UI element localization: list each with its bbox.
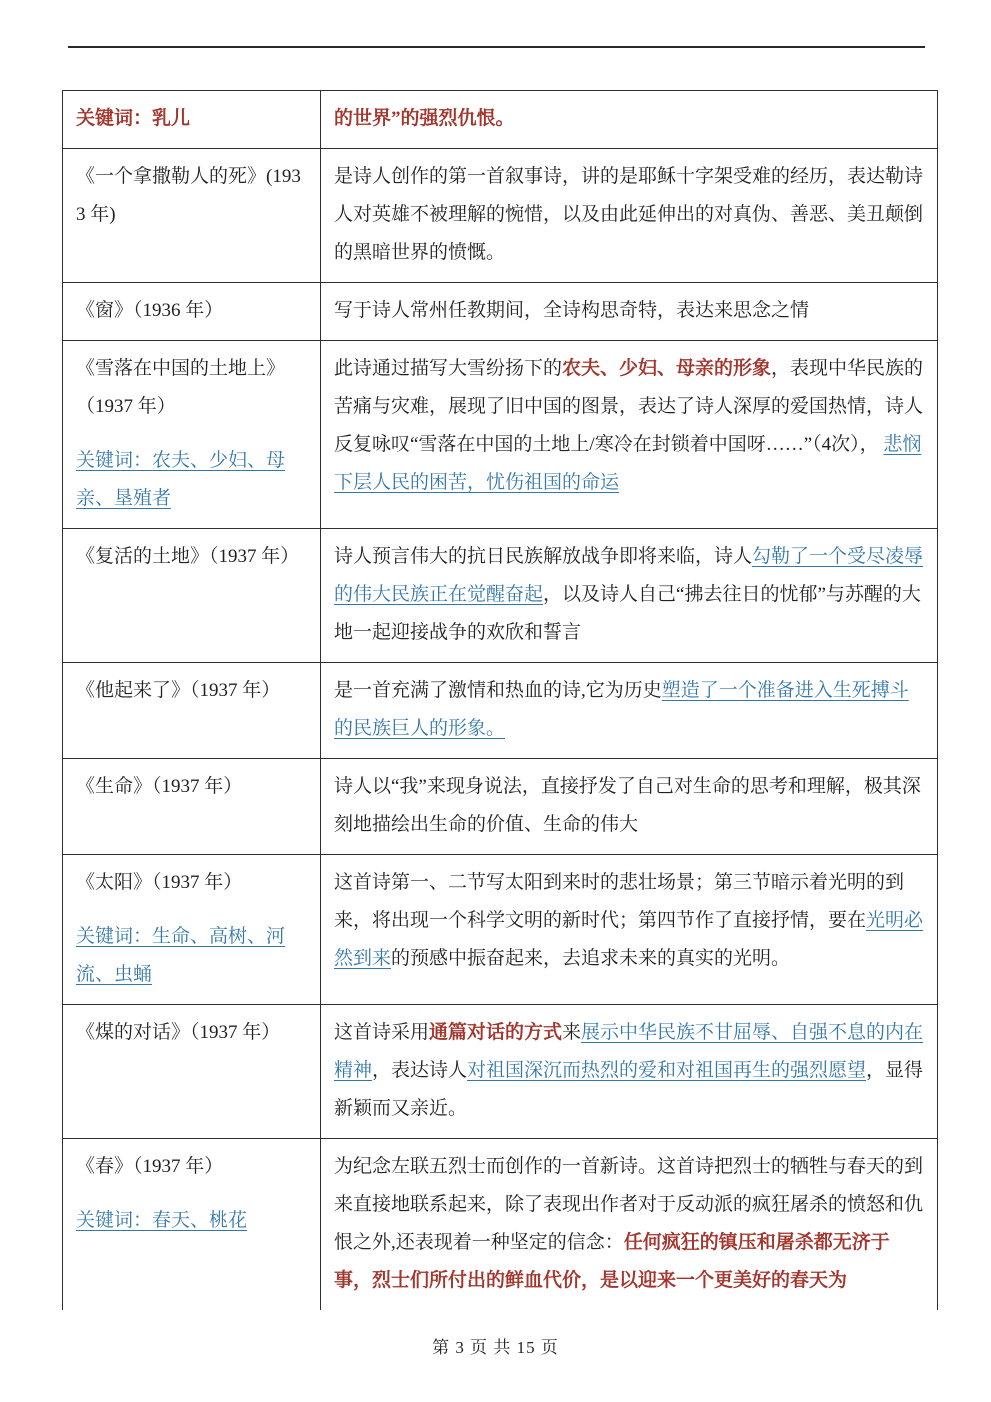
poem-description-cell (321, 759, 938, 855)
poem-title-line: 《煤的对话》（1937 年） (76, 1022, 281, 1043)
highlight-blue-text: 对祖国深沉而热烈的爱和对祖国再生的强烈愿望 (467, 1060, 867, 1081)
table-row (63, 663, 938, 759)
table-row (63, 341, 938, 529)
poem-title-cell (63, 91, 321, 149)
poem-title-line: 《窗》（1936 年） (76, 300, 224, 321)
poem-description-text (334, 350, 925, 502)
poem-description-cell (321, 529, 938, 663)
emphasis-red-text: 通篇对话的方式 (429, 1022, 563, 1043)
poem-title-cell (63, 1139, 321, 1311)
emphasis-red-text: 任何疯狂的镇压和屠杀都无济于事，烈士们所付出的鲜血代价，是以迎来一个更美好的春天为 (334, 1232, 890, 1291)
body-text: 此诗通过描写大雪纷扬下的 (334, 358, 563, 379)
page-number: 第 3 页 共 15 页 (432, 1338, 559, 1357)
poem-description-cell (321, 663, 938, 759)
highlight-blue-text: 塑造了一个准备进入生死搏斗的民族巨人的形象。 (334, 680, 909, 739)
poem-description-cell (321, 1139, 938, 1311)
body-text: 这首诗采用 (334, 1022, 430, 1043)
notes-table-body (63, 91, 938, 1311)
body-text: ，表现中华民族的苦痛与灾难，展现了旧中国的图景，表达了诗人深厚的爱国热情，诗人反复咏叹“雪落在中国的土地上/寒冷在封锁着中国呀……”（4次）， (334, 358, 924, 455)
table-row (63, 855, 938, 1005)
poem-title-cell (63, 529, 321, 663)
poem-description-text (334, 768, 925, 844)
poem-description-text (334, 1148, 925, 1300)
poem-description-cell (321, 341, 938, 529)
poem-title-line: 《春》（1937 年） (76, 1156, 224, 1177)
poem-title-line: 关键词：生命、高树、河流、虫蛹 (76, 926, 286, 985)
body-text: 诗人预言伟大的抗日民族解放战争即将来临，诗人 (334, 546, 753, 567)
body-text: 的预感中振奋起来，去追求未来的真实的光明。 (391, 948, 791, 969)
poem-title-line: 《复活的土地》（1937 年） (76, 546, 300, 567)
table-row (63, 759, 938, 855)
poem-description-cell (321, 283, 938, 341)
body-text: 来 (562, 1022, 582, 1043)
poem-description-cell (321, 855, 938, 1005)
highlight-blue-text: 展示中华民族不甘屈辱、自强不息的内在精神 (334, 1022, 924, 1081)
body-text: 为纪念左联五烈士而创作的一首新诗。这首诗把烈士的牺牲与春天的到来直接地联系起来，除了表现出作者对于反动派的疯狂屠杀的愤怒和仇恨之外,还表现着一种坚定的信念： (334, 1156, 924, 1253)
poem-title-line: 关键词：农夫、少妇、母亲、垦殖者 (76, 450, 286, 509)
poem-title-cell (63, 663, 321, 759)
notes-table (62, 90, 938, 1310)
body-text: 诗人以“我”来现身说法，直接抒发了自己对生命的思考和理解，极其深刻地描绘出生命的价值、生命的伟大 (334, 776, 921, 835)
highlight-blue-text: 勾勒了一个受尽凌辱的伟大民族正在觉醒奋起 (334, 546, 924, 605)
table-row (63, 1139, 938, 1311)
poem-title-cell (63, 149, 321, 283)
poem-title-line: （1937 年） (76, 396, 176, 417)
poem-description-text (334, 538, 925, 652)
poem-description-cell (321, 149, 938, 283)
highlight-blue-text: 光明必然到来 (334, 910, 924, 969)
body-text: 写于诗人常州任教期间，全诗构思奇特，表达来思念之情 (334, 300, 810, 321)
poem-description-text (334, 100, 925, 138)
body-text: ，显得新颖而又亲近。 (334, 1060, 924, 1119)
body-text: 这首诗第一、二节写太阳到来时的悲壮场景；第三节暗示着光明的到来，将出现一个科学文明的新时代；第四节作了直接抒情，要在 (334, 872, 905, 931)
poem-title-line: 关键词：春天、桃花 (76, 1210, 248, 1231)
poem-description-text (334, 672, 925, 748)
poem-title-cell (63, 283, 321, 341)
table-row (63, 1005, 938, 1139)
table-row (63, 149, 938, 283)
poem-title-line: 《一个拿撒勒人的死》(1933 年) (76, 166, 301, 225)
poem-description-cell (321, 91, 938, 149)
poem-description-text (334, 292, 925, 330)
highlight-blue-text: 悲悯下层人民的困苦，忧伤祖国的命运 (334, 434, 922, 493)
poem-title-line: 关键词：乳儿 (76, 108, 191, 129)
table-row (63, 529, 938, 663)
poem-title-line: 《他起来了》（1937 年） (76, 680, 281, 701)
poem-title-cell (63, 855, 321, 1005)
poem-description-text (334, 1014, 925, 1128)
poem-title-line: 《雪落在中国的土地上》 (76, 358, 286, 379)
poem-title-cell (63, 341, 321, 529)
body-text: 是诗人创作的第一首叙事诗，讲的是耶稣十字架受难的经历，表达勒诗人对英雄不被理解的惋惜，以及由此延伸出的对真伪、善恶、美丑颠倒的黑暗世界的愤慨。 (334, 166, 924, 263)
body-text: ，表达诗人 (372, 1060, 468, 1081)
table-row (63, 283, 938, 341)
poem-title-line: 《生命》（1937 年） (76, 776, 243, 797)
table-row (63, 91, 938, 149)
poem-title-line: 《太阳》（1937 年） (76, 872, 243, 893)
poem-title-cell (63, 1005, 321, 1139)
body-text: 是一首充满了激情和热血的诗,它为历史 (334, 680, 662, 701)
poem-description-text (334, 158, 925, 272)
poem-description-cell (321, 1005, 938, 1139)
emphasis-red-text: 的世界”的强烈仇恨。 (334, 108, 515, 129)
emphasis-red-text: 农夫、少妇、母亲的形象 (562, 358, 772, 379)
body-text: ，以及诗人自己“拂去往日的忧郁”与苏醒的大地一起迎接战争的欢欣和誓言 (334, 584, 921, 643)
header-rule (68, 46, 925, 48)
poem-description-text (334, 864, 925, 978)
poem-title-cell (63, 759, 321, 855)
